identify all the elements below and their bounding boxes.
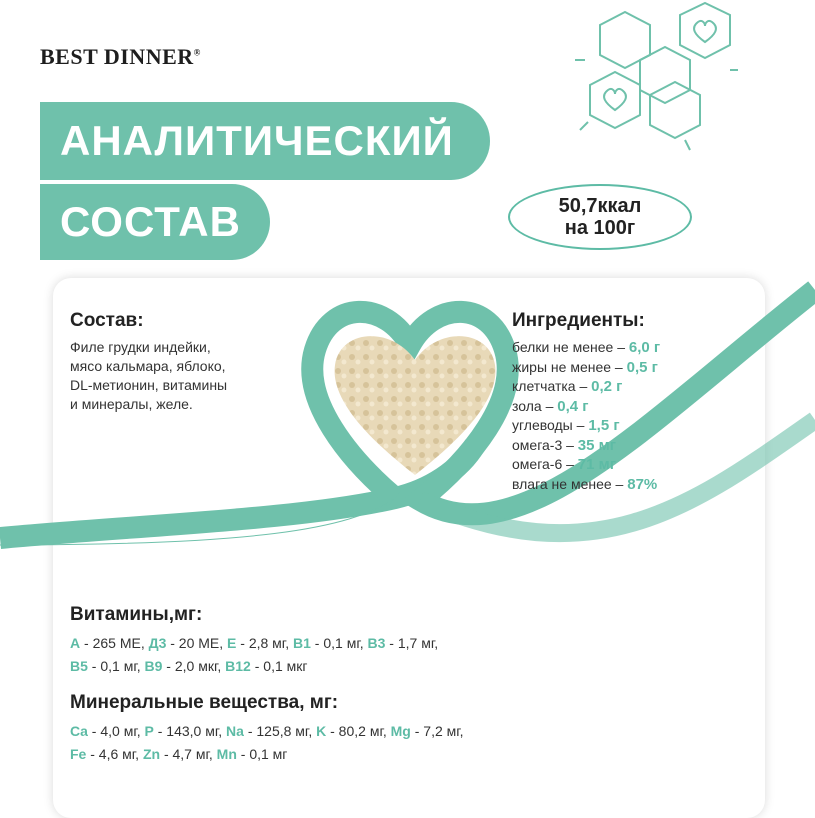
vitamin-key: B3 — [367, 635, 386, 651]
title-band-2 — [40, 184, 270, 260]
mineral-value: - 4,7 мг, — [160, 746, 217, 762]
ingredient-value: 0,2 г — [591, 378, 623, 395]
kcal-unit: на 100г — [564, 217, 636, 239]
ingredient-value: 35 мг — [577, 436, 616, 454]
ingredient-label: зола – — [512, 397, 554, 414]
mineral-key: Zn — [142, 746, 161, 762]
ingredient-row — [512, 358, 660, 378]
kcal-value: 50,7ккал — [558, 195, 642, 217]
brand-mark: ® — [193, 47, 201, 58]
ingredient-row — [512, 455, 660, 475]
ingredient-label: влага не менее – — [512, 475, 624, 492]
ingredient-row — [512, 338, 660, 358]
vitamin-key: B9 — [144, 658, 163, 674]
minerals-list — [70, 720, 464, 766]
mineral-value: - 80,2 мг, — [326, 723, 391, 739]
ingredient-value: 71 мг — [577, 456, 616, 473]
composition-line: DL-метионин, витамины — [70, 377, 228, 393]
composition-heading: Состав: — [70, 310, 144, 331]
kcal-badge — [508, 184, 692, 250]
brand-logo — [40, 44, 201, 70]
ingredient-label: жиры не менее – — [512, 358, 623, 375]
vitamin-value: - 265 МЕ, — [80, 635, 149, 651]
ingredient-label: омега-3 – — [512, 436, 574, 453]
ingredient-row — [512, 475, 660, 495]
vitamin-key: A — [70, 635, 81, 651]
minerals-line — [70, 743, 464, 766]
mineral-key: Mn — [216, 746, 237, 762]
vitamin-value: - 2,8 мг, — [236, 635, 293, 651]
title-line-1: АНАЛИТИЧЕСКИЙ — [60, 117, 454, 164]
ingredient-row — [512, 377, 660, 397]
mineral-value: - 125,8 мг, — [243, 723, 317, 739]
vitamins-heading: Витамины,мг: — [70, 604, 203, 625]
ingredient-row — [512, 436, 660, 456]
ingredients-list — [512, 338, 660, 494]
mineral-value: - 143,0 мг, — [153, 723, 227, 739]
vitamin-value: - 1,7 мг, — [385, 635, 439, 651]
minerals-heading: Минеральные вещества, мг: — [70, 692, 339, 713]
ingredient-value: 6,0 г — [628, 339, 661, 356]
vitamin-value: - 0,1 мг, — [87, 658, 145, 674]
vitamin-key: B5 — [70, 658, 88, 674]
mineral-value: - 4,6 мг, — [86, 746, 143, 762]
ingredient-label: клетчатка – — [512, 378, 588, 394]
vitamins-line — [70, 655, 438, 678]
ingredient-value: 0,4 г — [557, 397, 589, 415]
mineral-value: - 4,0 мг, — [87, 723, 145, 739]
ingredient-label: омега-6 – — [512, 456, 574, 472]
mineral-key: Mg — [390, 723, 411, 739]
hexagon-hearts-icon — [570, 0, 740, 160]
mineral-value: - 0,1 мг — [236, 746, 288, 762]
title-band-1 — [40, 102, 490, 180]
mineral-key: K — [316, 723, 327, 739]
vitamin-value: - 20 МЕ, — [166, 635, 228, 651]
vitamins-list — [70, 632, 438, 678]
vitamin-value: - 2,0 мкг, — [162, 658, 226, 674]
title-line-2: СОСТАВ — [60, 198, 241, 245]
mineral-key: P — [144, 723, 154, 739]
mineral-key: Ca — [70, 723, 88, 739]
vitamins-line — [70, 632, 438, 655]
composition-line: мясо кальмара, яблоко, — [70, 358, 226, 374]
composition-line: Филе грудки индейки, — [70, 339, 211, 355]
vitamin-value: - 0,1 мкг — [250, 658, 308, 674]
vitamin-key: B1 — [293, 635, 311, 651]
vitamin-value: - 0,1 мг, — [310, 635, 368, 651]
heart-food-image — [320, 310, 510, 490]
ingredient-value: 1,5 г — [588, 417, 620, 434]
vitamin-key: Д3 — [148, 635, 167, 651]
ingredient-label: углеводы – — [512, 417, 585, 433]
mineral-key: Fe — [70, 746, 87, 762]
mineral-key: Na — [226, 723, 244, 739]
vitamin-key: B12 — [225, 658, 251, 674]
ingredient-value: 87% — [627, 475, 658, 493]
vitamin-key: E — [227, 635, 237, 651]
ingredient-value: 0,5 г — [626, 358, 658, 376]
ingredient-row — [512, 416, 660, 436]
ingredient-label: белки не менее – — [512, 339, 625, 355]
composition-line: и минералы, желе. — [70, 396, 193, 412]
minerals-line — [70, 720, 464, 743]
brand-name: BEST DINNER — [40, 44, 194, 69]
ingredient-row — [512, 397, 660, 417]
ingredients-heading: Ингредиенты: — [512, 310, 645, 331]
mineral-value: - 7,2 мг, — [410, 723, 464, 739]
composition-text — [70, 338, 227, 414]
